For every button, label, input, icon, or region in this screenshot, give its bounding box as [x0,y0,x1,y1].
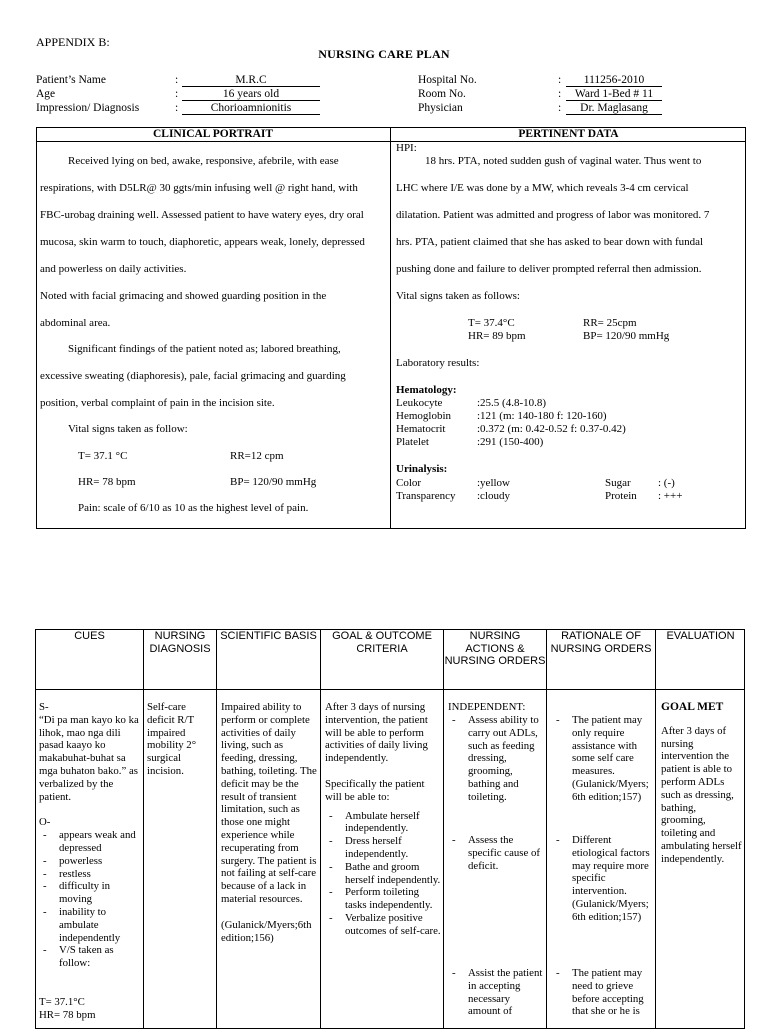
colon: : [175,88,179,100]
hospital-no-label: Hospital No. [418,74,477,86]
cues-cell [39,701,140,1022]
lab-value: :121 (m: 140-180 f: 120-160) [477,410,607,422]
colon: : [175,74,179,86]
age-value: 16 years old [182,88,320,101]
diagnosis-value: Chorioamnionitis [182,102,320,115]
rationale-list [552,834,650,924]
pain-scale: Pain: scale of 6/10 as 10 as the highest level of pain. [78,502,309,514]
lab-results-label: Laboratory results: [396,357,480,369]
basis-reference: (Gulanick/Myers;6th edition;156) [221,918,312,944]
evaluation-cell [661,701,743,866]
portrait-line: and powerless on daily activities. [40,263,187,275]
ua-value: :cloudy [477,490,510,502]
hpi-line: LHC where I/E was done by a MW, which reveals 3-4 cm cervical [396,182,689,194]
action-item: - Assist the patient in accepting necessary amount of [448,967,544,1018]
basis-cell [221,701,317,944]
lab-name: Hematocrit [396,423,446,435]
clinical-portrait-header: CLINICAL PORTRAIT [152,128,274,140]
goal-item: - Dress herself independently. [325,835,441,861]
colon: : [558,88,562,100]
portrait-line: respirations, with D5LR@ 30 ggts/min infusing well @ right hand, with [40,182,358,194]
appendix-label: APPENDIX B: [36,35,110,49]
action-item: - Assess the specific cause of deficit. [448,834,544,872]
col-header-actions: NURSING ACTIONS & NURSING ORDERS [444,630,546,667]
goal-specific: Specifically the patient will be able to: [325,777,425,803]
vital-hr: HR= 78 bpm [78,476,136,488]
lab-value: :25.5 (4.8-10.8) [477,397,547,409]
goal-item: - Ambulate herself independently. [325,810,441,836]
hpi-label: HPI: [396,142,417,154]
portrait-line: mucosa, skin warm to touch, diaphoretic, appears weak, lonely, depressed [40,236,365,248]
col-header-evaluation: EVALUATION [666,630,735,642]
hpi-line: dilatation. Patient was admitted and progress of labor was monitored. 7 [396,209,710,221]
page-title: NURSING CARE PLAN [318,47,450,61]
lab-value: :0.372 (m: 0.42-0.52 f: 0.37-0.42) [477,423,626,435]
objective-item: - inability to ambulate independently [39,906,140,944]
portrait-line: Significant findings of the patient noted as; labored breathing, [68,343,341,355]
table-header-rule [36,141,746,142]
ua-name: Protein [605,490,637,502]
goal-met-label: GOAL MET [661,701,724,713]
age-label: Age [36,88,56,100]
action-list [448,714,544,804]
action-list [448,834,544,872]
cue-hr: HR= 78 bpm [39,1008,96,1021]
goal-cell [325,701,441,938]
ua-name: Color [396,477,422,489]
vital-bp: BP= 120/90 mmHg [230,476,317,488]
goal-item: - Bathe and groom herself independently. [325,861,441,887]
rationale-item: - The patient may need to grieve before accepting that she or he is [552,967,650,1018]
objective-item: - difficulty in moving [39,880,140,906]
pd-vital-rr: RR= 25cpm [583,317,637,329]
evaluation-text: After 3 days of nursing intervention the patient is able to perform ADLs such as dressing, bathing, grooming, toileting and ambulating herself independently. [661,724,742,865]
rationale-item: - The patient may only require assistance with some self care measures. (Gulanick/Myers; 6th edition;157) [552,714,650,804]
subjective-label: S- [39,701,49,713]
pd-vital-bp: BP= 120/90 mmHg [583,330,670,342]
colon: : [175,102,179,114]
basis-text: Impaired ability to perform or complete activities of daily living, such as feeding, dressing, bathing, toileting. The deficit may be the result of transient limitation, such as those one might experience while recuperating from surgery. The patient is not failing at self-care because of a lack in material resources. [221,701,317,905]
portrait-line: position, verbal complaint of pain in the incision site. [40,397,275,409]
objective-item: - V/S taken as follow: [39,944,140,970]
colon: : [558,102,562,114]
cue-temp: T= 37.1°C [39,995,85,1008]
portrait-line: Vital signs taken as follow: [68,423,188,435]
colon: : [558,74,562,86]
room-no-label: Room No. [418,88,466,100]
lab-value: :291 (150-400) [477,436,544,448]
rationale-list [552,714,650,804]
lab-name: Platelet [396,436,429,448]
portrait-line: abdominal area. [40,317,111,329]
col-header-diagnosis: NURSING DIAGNOSIS [149,630,211,655]
urinalysis-label: Urinalysis: [396,463,448,475]
patient-name-label: Patient’s Name [36,74,106,86]
col-header-rationale: RATIONALE OF NURSING ORDERS [550,630,652,655]
room-no-value: Ward 1-Bed # 11 [566,88,662,101]
objective-item: - restless [39,868,140,881]
hematology-label: Hematology: [396,384,457,396]
ua-name: Transparency [396,490,456,502]
physician-label: Physician [418,102,463,114]
lab-name: Hemoglobin [396,410,451,422]
portrait-line: Noted with facial grimacing and showed guarding position in the [40,290,327,302]
diagnosis-label: Impression/ Diagnosis [36,102,140,114]
subjective-text: “Di pa man kayo ko ka lihok, mao nga dili pasad kaayo ko makabuhat-buhat sa mga buhaton bako.” as verbalized by the patient. [39,713,139,803]
pd-vital-temp: T= 37.4°C [468,317,515,329]
objective-label: O- [39,816,51,829]
lab-name: Leukocyte [396,397,443,409]
vital-temp: T= 37.1 °C [78,450,128,462]
pertinent-data-header: PERTINENT DATA [518,128,619,140]
action-item: - Assess ability to carry out ADLs, such as feeding dressing, grooming, bathing and toileting. [448,714,544,804]
goal-item: - Perform toileting tasks independently. [325,886,441,912]
rationale-list [552,967,650,1018]
hospital-no-value: 111256-2010 [566,74,662,87]
table-divider [390,127,391,529]
hpi-line: hrs. PTA, patient claimed that she has asked to bear down with fundal [396,236,704,248]
ua-value: : +++ [658,490,683,502]
pd-vital-hr: HR= 89 bpm [468,330,526,342]
col-header-basis: SCIENTIFIC BASIS [220,630,317,642]
hpi-line: 18 hrs. PTA, noted sudden gush of vaginal water. Thus went to [425,155,702,167]
physician-value: Dr. Maglasang [566,102,662,115]
objective-item: - appears weak and depressed [39,829,140,855]
objective-item: - powerless [39,855,140,868]
vital-rr: RR=12 cpm [230,450,284,462]
portrait-line: FBC-urobag draining well. Assessed patient to have watery eyes, dry oral [40,209,364,221]
actions-label: INDEPENDENT: [448,701,526,713]
ua-name: Sugar [605,477,631,489]
patient-name-value: M.R.C [182,74,320,87]
portrait-line: excessive sweating (diaphoresis), pale, facial grimacing and guarding [40,370,346,382]
col-header-cues: CUES [74,630,105,642]
action-list [448,967,544,1018]
ua-value: :yellow [477,477,510,489]
diagnosis-cell: Self-care deficit R/T impaired mobility 2° surgical incision. [147,701,197,777]
hpi-line: pushing done and failure to deliver prompted referral then admission. [396,263,702,275]
hpi-line: Vital signs taken as follows: [396,290,520,302]
rationale-item: - Different etiological factors may require more specific intervention. (Gulanick/Myers; 6th edition;157) [552,834,650,924]
goal-item: - Verbalize positive outcomes of self-care. [325,912,441,938]
portrait-line: Received lying on bed, awake, responsive, afebrile, with ease [68,155,339,167]
table-header-rule [35,689,745,690]
goal-intro: After 3 days of nursing intervention, the patient will be able to perform activities of daily living independently. [325,701,428,765]
ua-value: : (-) [658,477,675,489]
col-header-goal: GOAL & OUTCOME CRITERIA [332,630,432,655]
